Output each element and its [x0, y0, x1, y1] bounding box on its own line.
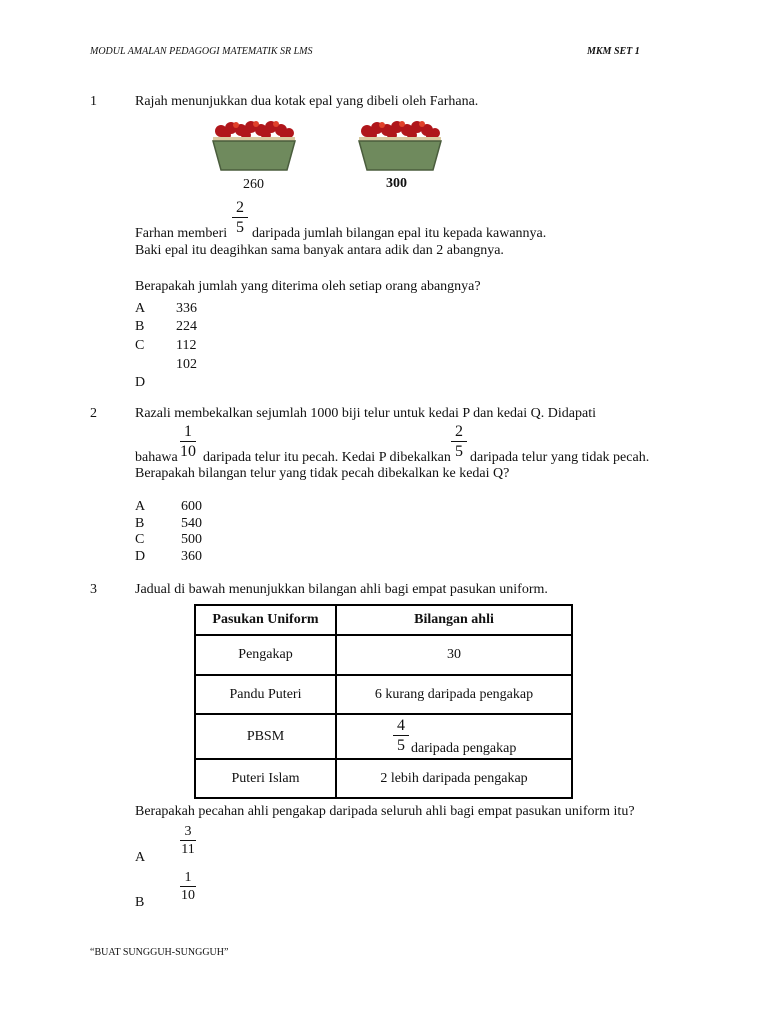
q1-option-d-label: D [135, 375, 146, 390]
q2-fraction-1-denominator: 10 [180, 443, 196, 460]
q2-line1: Razali membekalkan sejumlah 1000 biji telur untuk kedai P dan kedai Q. Didapati [135, 406, 596, 421]
table-cell-team: Pengakap [195, 635, 336, 675]
fraction-bar [451, 441, 467, 442]
q2-fraction-2 [451, 423, 467, 460]
q3-option-a-numerator: 3 [184, 824, 192, 839]
footer-motto: “BUAT SUNGGUH-SUNGGUH” [90, 947, 229, 958]
q3-option-b-fraction [180, 870, 196, 903]
q1-number: 1 [90, 94, 97, 109]
q1-option-a-label: A [135, 301, 146, 316]
q1-stem: Rajah menunjukkan dua kotak epal yang dibeli oleh Farhana. [135, 94, 479, 109]
q2-option-d-value: 360 [181, 549, 202, 564]
q2-fraction-1 [180, 423, 196, 460]
table-header-team: Pasukan Uniform [195, 605, 336, 635]
q2-option-b-value: 540 [181, 516, 202, 531]
q3-stem: Jadual di bawah menunjukkan bilangan ahli bagi empat pasukan uniform. [135, 582, 548, 597]
q1-box2-count: 300 [386, 176, 407, 191]
table-row [195, 759, 572, 798]
fraction-bar [180, 886, 196, 887]
table-header-members: Bilangan ahli [336, 605, 572, 635]
q2-fraction-2-numerator: 2 [455, 423, 463, 440]
table-cell-members: 30 [336, 635, 572, 675]
q2-question: Berapakah bilangan telur yang tidak pecah dibekalkan ke kedai Q? [135, 466, 510, 481]
q2-line2-post: daripada telur yang tidak pecah. [470, 450, 650, 465]
table-cell-team: Puteri Islam [195, 759, 336, 798]
q3-number: 3 [90, 582, 97, 597]
q1-line1-post: daripada jumlah bilangan epal itu kepada kawannya. [252, 226, 547, 241]
fraction-bar [180, 441, 196, 442]
pbsm-fraction-numerator: 4 [397, 717, 405, 734]
q1-box1-count: 260 [243, 177, 264, 192]
apple-basket-2 [355, 116, 445, 172]
table-cell-team: Pandu Puteri [195, 675, 336, 714]
apple-basket-1 [209, 116, 299, 172]
q3-option-a-fraction [180, 824, 196, 857]
pbsm-fraction [393, 717, 409, 754]
q3-question: Berapakah pecahan ahli pengakap daripada seluruh ahli bagi empat pasukan uniform itu? [135, 804, 635, 819]
running-header-right: MKM SET 1 [587, 46, 640, 57]
table-header-row [195, 605, 572, 635]
q3-option-b-denominator: 10 [181, 888, 195, 903]
q3-option-a-denominator: 11 [181, 842, 195, 857]
q2-fraction-1-numerator: 1 [184, 423, 192, 440]
q1-line1-pre: Farhan memberi [135, 226, 228, 241]
q2-fraction-2-denominator: 5 [455, 443, 463, 460]
q1-option-a-value: 336 [176, 301, 197, 316]
q2-line2-mid: daripada telur itu pecah. Kedai P dibekalkan [203, 450, 451, 465]
table-row [195, 714, 572, 759]
table-row [195, 675, 572, 714]
running-header-left: MODUL AMALAN PEDAGOGI MATEMATIK SR LMS [90, 46, 313, 57]
q1-fraction [232, 199, 248, 236]
fraction-bar [232, 217, 248, 218]
q2-number: 2 [90, 406, 97, 421]
q1-option-b-value: 224 [176, 319, 197, 334]
q1-fraction-numerator: 2 [236, 199, 244, 216]
q1-question: Berapakah jumlah yang diterima oleh setiap orang abangnya? [135, 279, 481, 294]
q3-option-b-numerator: 1 [184, 870, 192, 885]
pbsm-fraction-denominator: 5 [397, 737, 405, 754]
q3-option-a-label: A [135, 850, 146, 865]
fraction-bar [180, 840, 196, 841]
q1-fraction-denominator: 5 [236, 219, 244, 236]
q2-option-c-value: 500 [181, 532, 202, 547]
table-cell-team: PBSM [195, 714, 336, 759]
q2-option-c-label: C [135, 532, 145, 547]
table-cell-members: 6 kurang daripada pengakap [336, 675, 572, 714]
q1-option-d-value: 102 [176, 357, 197, 372]
q3-option-b-label: B [135, 895, 145, 910]
table-row [195, 635, 572, 675]
uniform-team-table [194, 604, 573, 799]
q2-option-a-value: 600 [181, 499, 202, 514]
table-cell-members [336, 714, 572, 759]
q2-option-b-label: B [135, 516, 145, 531]
q2-line2-pre: bahawa [135, 450, 178, 465]
q1-line2: Baki epal itu deagihkan sama banyak antara adik dan 2 abangnya. [135, 243, 504, 258]
q2-option-a-label: A [135, 499, 146, 514]
q1-option-c-label: C [135, 338, 145, 353]
q1-option-b-label: B [135, 319, 145, 334]
q1-option-c-value: 112 [176, 338, 197, 353]
pbsm-members-text: daripada pengakap [411, 741, 517, 756]
q2-option-d-label: D [135, 549, 146, 564]
table-cell-members: 2 lebih daripada pengakap [336, 759, 572, 798]
fraction-bar [393, 735, 409, 736]
